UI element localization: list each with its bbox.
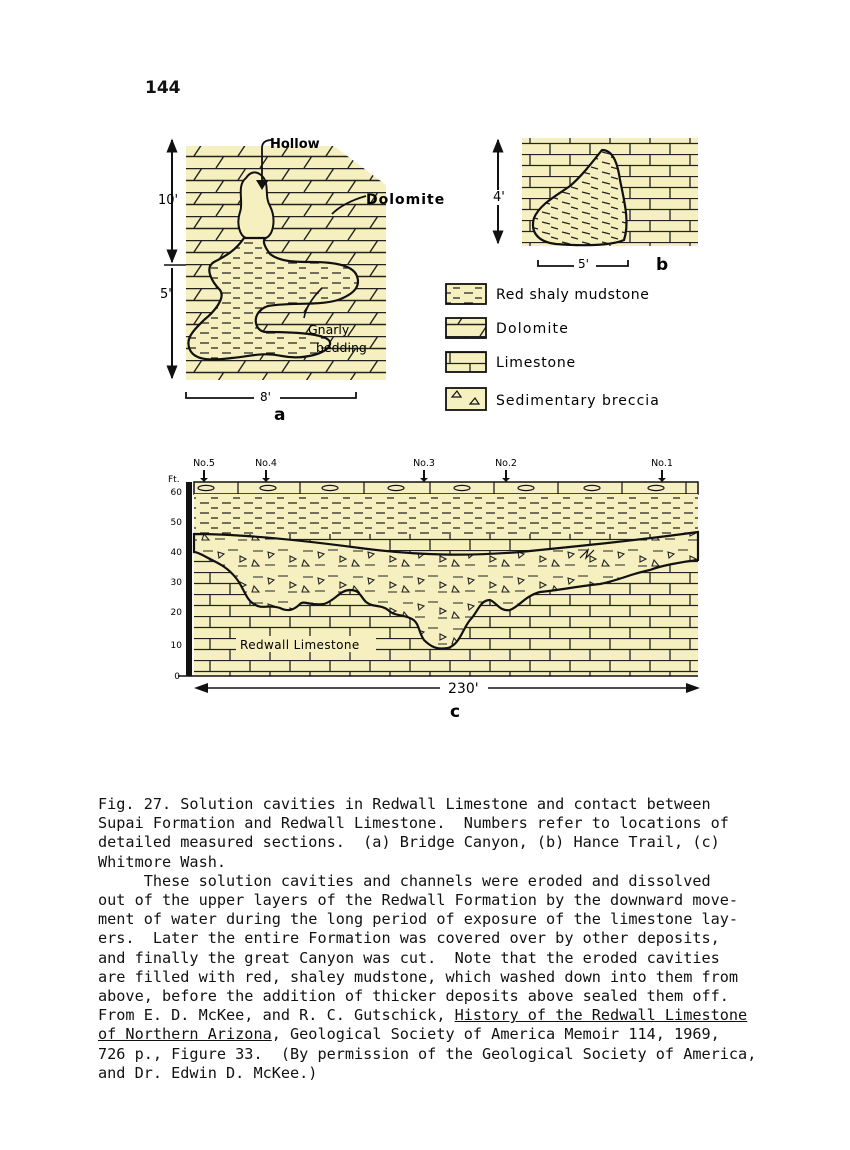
panel-c	[168, 458, 700, 722]
span-label: 230'	[448, 681, 479, 697]
panel-c-letter: c	[450, 702, 461, 722]
tick-label: 20	[170, 608, 182, 618]
station-label: No.1	[651, 458, 673, 469]
legend	[446, 284, 660, 410]
panel-a-letter: a	[274, 405, 286, 425]
panel-a	[158, 137, 445, 425]
legend-label: Red shaly mudstone	[496, 287, 650, 303]
legend-label: Dolomite	[496, 321, 570, 337]
caption-line	[98, 1006, 788, 1025]
gnarly-label: Gnarly	[308, 322, 350, 337]
redwall-label: Redwall Limestone	[240, 638, 360, 652]
caption-text: From E. D. McKee, and R. C. Gutschick,	[98, 1006, 455, 1025]
supai-mudstone	[194, 494, 698, 534]
caption-line: and finally the great Canyon was cut. Note that the eroded cavities	[98, 948, 720, 967]
caption-line: detailed measured sections. (a) Bridge Canyon, (b) Hance Trail, (c)	[98, 833, 720, 852]
figure-caption	[98, 795, 788, 1083]
caption-line: Supai Formation and Redwall Limestone. Numbers refer to locations of	[98, 814, 729, 833]
caption-line: above, before the addition of thicker deposits above sealed them off.	[98, 987, 729, 1006]
caption-line: ment of water during the long period of exposure of the limestone lay-	[98, 910, 739, 929]
caption-line: and Dr. Edwin D. McKee.)	[98, 1063, 318, 1082]
station-label: No.5	[193, 458, 215, 469]
caption-line: 726 p., Figure 33. (By permission of the Geological Society of America,	[98, 1044, 757, 1063]
caption-line: Fig. 27. Solution cavities in Redwall Limestone and contact between	[98, 795, 711, 813]
caption-line: out of the upper layers of the Redwall Formation by the downward move-	[98, 891, 739, 910]
width-label: 8'	[260, 390, 271, 404]
legend-label: Limestone	[496, 355, 576, 371]
panel-b-width-label: 5'	[578, 257, 589, 271]
caption-line: These solution cavities and channels were eroded and dissolved	[98, 871, 711, 890]
caption-line: are filled with red, shaley mudstone, which washed down into them from	[98, 967, 739, 986]
tick-label: 60	[170, 488, 182, 498]
height-bottom-label: 5'	[160, 287, 172, 302]
page-number: 144	[145, 78, 181, 98]
panel-b-letter: b	[656, 255, 669, 275]
book-title-cont: of Northern Arizona	[98, 1025, 272, 1044]
height-top-label: 10'	[158, 193, 179, 208]
tick-label: 0	[174, 672, 180, 682]
legend-item-breccia	[446, 388, 660, 410]
legend-item-mudstone	[446, 284, 649, 304]
caption-line: ers. Later the entire Formation was covered over by other deposits,	[98, 929, 720, 948]
hollow-label: Hollow	[270, 137, 320, 152]
tick-label: 50	[170, 518, 182, 528]
station-label: No.4	[255, 458, 277, 469]
station-label: No.3	[413, 458, 435, 469]
tick-label: 30	[170, 578, 182, 588]
caption-text: , Geological Society of America Memoir 114, 1969,	[271, 1025, 720, 1044]
book-title: History of the Redwall Limestone	[454, 1006, 748, 1025]
legend-label: Sedimentary breccia	[496, 393, 660, 409]
tick-label: 10	[170, 641, 182, 651]
station-label: No.2	[495, 458, 517, 469]
bedding-label: bedding	[316, 340, 367, 355]
panel-b	[493, 138, 698, 275]
legend-item-dolomite	[446, 318, 569, 338]
caption-line: Whitmore Wash.	[98, 852, 227, 871]
panel-b-height-label: 4'	[493, 190, 505, 205]
dolomite-label: Dolomite	[366, 192, 446, 208]
legend-item-limestone	[446, 352, 576, 372]
caption-line	[98, 1025, 788, 1044]
axis-unit-label: Ft.	[168, 475, 180, 485]
tick-label: 40	[170, 548, 182, 558]
